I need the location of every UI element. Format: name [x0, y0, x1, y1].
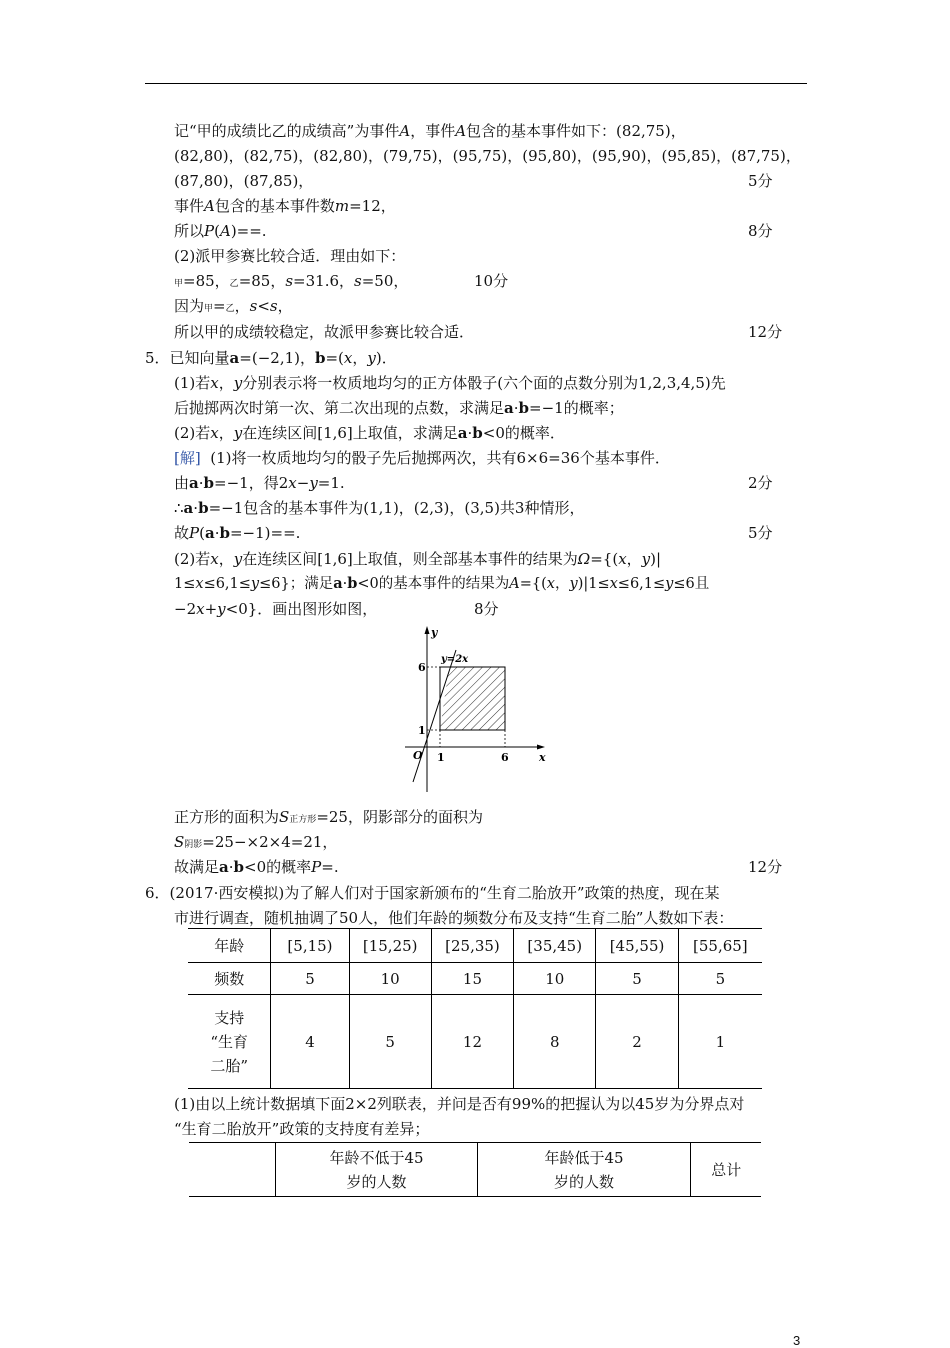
- text: (: [199, 524, 205, 542]
- header-rule: [145, 83, 807, 84]
- subscript: 乙: [229, 279, 239, 289]
- region-figure: [400, 622, 550, 797]
- vec-b: b: [233, 858, 245, 876]
- line-event-list: (82,80)，(82,75)，(82,80)，(79,75)，(95,75)，(95,80)，(95,90)，(95,85)，(87,75)，: [174, 147, 801, 165]
- text: (: [214, 222, 220, 240]
- var-S: S: [279, 808, 290, 826]
- text: <0的概率．: [482, 424, 565, 442]
- subscript: 正方形: [289, 815, 317, 825]
- shaded-region: [440, 667, 505, 730]
- var-x: x: [343, 349, 353, 367]
- var-y: y: [665, 576, 674, 592]
- line-event-definition: [174, 121, 686, 141]
- score-10: 10分: [474, 272, 509, 290]
- text: (2)若: [174, 550, 211, 568]
- text: 包含的基本事件如下：(82,75)，: [466, 122, 686, 140]
- table-cell: [25,35): [431, 929, 513, 963]
- text: ∴: [174, 499, 184, 517]
- dot: ·: [342, 576, 348, 592]
- line-event-list-end: (87,80)，(87,85)，: [174, 172, 314, 190]
- text: (1)将一枚质地均匀的骰子先后抛掷两次，共有6×6=36个基本事件．: [210, 449, 670, 467]
- text: =−1的概率；: [529, 399, 624, 417]
- line-conclusion: 所以甲的成绩较稳定，故派甲参赛比较合适．: [174, 323, 475, 341]
- tick-y1: 1: [418, 724, 426, 737]
- var-y: y: [250, 576, 260, 592]
- text: )==.: [230, 222, 267, 240]
- table-cell: [35,45): [514, 929, 596, 963]
- score-5: 5分: [748, 172, 773, 190]
- table-row-support: [188, 995, 762, 1089]
- text: ，: [218, 374, 234, 392]
- subscript: 阴影: [184, 840, 203, 850]
- var-m: m: [334, 197, 350, 215]
- text: =12，: [349, 197, 396, 215]
- solution-line1: [174, 448, 670, 468]
- var-y: y: [233, 374, 243, 392]
- dot: ·: [467, 424, 473, 442]
- text: 年龄不低于45: [329, 1148, 424, 1167]
- question-5-part1-line1: [174, 373, 726, 393]
- text: =1.: [317, 474, 345, 492]
- text: =(: [325, 349, 344, 367]
- table-row-header: [188, 929, 762, 963]
- text: ，: [352, 349, 368, 367]
- text: 包含的基本事件数: [214, 197, 335, 215]
- text: 因为: [174, 297, 205, 315]
- dot: ·: [214, 524, 220, 542]
- area-line1: [174, 807, 483, 830]
- text: +: [204, 600, 218, 618]
- text: =: [213, 297, 226, 315]
- x-axis-arrow: [537, 745, 545, 750]
- tick-y6: 6: [418, 661, 426, 674]
- line-event-count: [174, 196, 396, 216]
- table-cell: 总计: [691, 1143, 761, 1197]
- text: ，: [218, 424, 234, 442]
- text: =−1，得2: [214, 474, 289, 492]
- text: ≤6,1≤: [617, 576, 666, 592]
- text: =.: [321, 858, 339, 876]
- solution-line2: [174, 473, 345, 493]
- vec-b: b: [203, 474, 215, 492]
- subscript: 甲: [174, 279, 184, 289]
- text: ，: [234, 297, 250, 315]
- tick-x1: 1: [437, 751, 445, 764]
- text: <0的基本事件的结果为: [357, 576, 510, 592]
- table-cell: [477, 1143, 691, 1197]
- vec-a: a: [183, 499, 194, 517]
- var-omega: Ω: [577, 550, 591, 568]
- text: −2: [174, 600, 197, 618]
- table-cell: 12: [431, 995, 513, 1089]
- text: “生育: [210, 1032, 249, 1051]
- var-P: P: [204, 222, 215, 240]
- table-cell: 5: [271, 963, 349, 995]
- text: <0}．画出图形如图，: [225, 600, 378, 618]
- solution-tag: [解]: [174, 449, 201, 467]
- y-axis-arrow: [425, 626, 430, 634]
- text: =25，阴影部分的面积为: [316, 808, 483, 826]
- table-cell: [15,25): [349, 929, 431, 963]
- table-row-frequency: [188, 963, 762, 995]
- var-x: x: [195, 576, 204, 592]
- question-5-part2: [174, 423, 565, 443]
- text: ={(: [519, 576, 547, 592]
- var-y: y: [217, 600, 226, 618]
- text: 由: [174, 474, 190, 492]
- line-part2-heading: (2)派甲参赛比较合适．理由如下：: [174, 247, 406, 265]
- text: 1≤: [174, 576, 196, 592]
- var-A: A: [204, 197, 215, 215]
- text: (1)若: [174, 374, 211, 392]
- subscript: 甲: [204, 304, 214, 314]
- text: ≤6且: [673, 576, 710, 592]
- line-probability: [174, 221, 267, 241]
- label-origin: O: [413, 749, 423, 762]
- question-6-line2: 市进行调查，随机抽调了50人，他们年龄的频数分布及支持“生育二胎”人数如下表：: [174, 909, 734, 927]
- solution-line6: [174, 574, 709, 594]
- tick-x6: 6: [501, 751, 509, 764]
- var-P: P: [311, 858, 322, 876]
- table-cell: 5: [349, 995, 431, 1089]
- text: 所以: [174, 222, 205, 240]
- text: ，: [554, 576, 570, 592]
- table-cell: 5: [596, 963, 678, 995]
- question-5: [145, 348, 397, 368]
- var-s: s: [354, 272, 362, 290]
- vec-a: a: [204, 524, 215, 542]
- table-cell: [55,65]: [678, 929, 762, 963]
- var-y: y: [569, 576, 578, 592]
- solution-line5: [174, 549, 661, 569]
- text: 在连续区间[1,6]上取值，则全部基本事件的结果为: [242, 550, 578, 568]
- vec-b: b: [198, 499, 209, 517]
- text: 岁的人数: [346, 1172, 407, 1191]
- text: =−1包含的基本事件为(1,1)，(2,3)，(3,5)共3种情形，: [208, 499, 585, 517]
- table-cell: [276, 1143, 477, 1197]
- text: 5．已知向量: [145, 349, 230, 367]
- text: )．: [375, 349, 397, 367]
- score-8b: 8分: [474, 600, 499, 618]
- table-row-header: [189, 1143, 761, 1197]
- text: <0的概率: [244, 858, 312, 876]
- var-S: S: [174, 833, 185, 851]
- label-x: x: [539, 751, 546, 764]
- question-5-part1-line2: [174, 398, 624, 418]
- text: 记“甲的成绩比乙的成绩高”为事件: [174, 122, 400, 140]
- var-s: s: [269, 297, 278, 315]
- text: 二胎”: [210, 1056, 249, 1075]
- text: 支持: [214, 1008, 245, 1027]
- var-x: x: [210, 550, 219, 568]
- solution-line4: [174, 523, 300, 543]
- table-cell-empty: [189, 1143, 276, 1197]
- text: ≤6,1≤: [203, 576, 251, 592]
- area-line3: [174, 857, 339, 877]
- area-line2: [174, 832, 337, 855]
- page-number: 3: [793, 1333, 801, 1348]
- var-x: x: [210, 424, 219, 442]
- vec-a: a: [457, 424, 468, 442]
- vec-b: b: [314, 349, 326, 367]
- text: 故满足: [174, 858, 220, 876]
- text: (2)若: [174, 424, 211, 442]
- var-x: x: [618, 550, 627, 568]
- line-because: [174, 296, 293, 319]
- text: =85，: [183, 272, 230, 290]
- var-A: A: [455, 122, 467, 140]
- table-cell: 年龄: [188, 929, 271, 963]
- text: =25−×2×4=21，: [202, 833, 338, 851]
- text: <: [257, 297, 270, 315]
- text: −: [296, 474, 310, 492]
- dot: ·: [513, 399, 519, 417]
- table-cell: 5: [678, 963, 762, 995]
- question-6-part1-line2: “生育二胎放开”政策的支持度有差异；: [174, 1120, 430, 1138]
- vec-b: b: [472, 424, 483, 442]
- var-y: y: [233, 550, 243, 568]
- text: ={(: [590, 550, 619, 568]
- vec-b: b: [219, 524, 230, 542]
- text: 正方形的面积为: [174, 808, 280, 826]
- text: ，: [277, 297, 293, 315]
- vec-a: a: [229, 349, 240, 367]
- dot: ·: [228, 858, 234, 876]
- table-cell: 1: [678, 995, 762, 1089]
- text: )|: [650, 550, 662, 568]
- vec-b: b: [518, 399, 530, 417]
- text: 在连续区间[1,6]上取值，求满足: [242, 424, 458, 442]
- solution-line7: [174, 599, 377, 619]
- frequency-table: [188, 928, 762, 1089]
- text: ≤6}；满足: [259, 576, 334, 592]
- table-cell: 频数: [188, 963, 271, 995]
- var-x: x: [210, 374, 219, 392]
- table-cell: 10: [349, 963, 431, 995]
- var-y: y: [309, 474, 318, 492]
- var-x: x: [546, 576, 555, 592]
- table-cell: [5,15): [271, 929, 349, 963]
- var-y: y: [641, 550, 651, 568]
- var-y: y: [233, 424, 243, 442]
- text: =−1)==.: [229, 524, 301, 542]
- var-x: x: [609, 576, 618, 592]
- text: ，事件: [410, 122, 456, 140]
- text: ，: [626, 550, 642, 568]
- text: 后抛掷两次时第一次、第二次出现的点数，求满足: [174, 399, 505, 417]
- vec-a: a: [219, 858, 229, 876]
- text: =85，: [238, 272, 286, 290]
- label-y: y: [431, 626, 438, 639]
- text: 岁的人数: [553, 1172, 614, 1191]
- vec-a: a: [333, 575, 343, 592]
- question-6-part1-line1: (1)由以上统计数据填下面2×2列联表，并问是否有99%的把握认为以45岁为分界点对: [174, 1095, 745, 1113]
- label-line: y=2x: [441, 654, 469, 665]
- var-A: A: [219, 222, 231, 240]
- question-6-line1: 6．(2017·西安模拟)为了解人们对于国家新颁布的“生育二胎放开”政策的热度，现在某: [145, 884, 720, 902]
- var-y: y: [367, 349, 376, 367]
- var-A: A: [399, 122, 411, 140]
- contingency-table: [189, 1142, 761, 1197]
- dot: ·: [198, 474, 204, 492]
- var-P: P: [189, 524, 200, 542]
- text: 分别表示将一枚质地均匀的正方体骰子(六个面的点数分别为1,2,3,4,5)先: [242, 374, 726, 392]
- table-cell-support-label: [188, 995, 271, 1089]
- text: =(−2,1)，: [239, 349, 315, 367]
- table-cell: 10: [514, 963, 596, 995]
- score-12: 12分: [748, 323, 783, 341]
- var-x: x: [196, 600, 205, 618]
- text: ，: [218, 550, 234, 568]
- subscript: 乙: [225, 304, 235, 314]
- vec-a: a: [189, 474, 199, 492]
- var-A: A: [509, 576, 520, 592]
- var-s: s: [249, 297, 258, 315]
- text: =31.6，: [293, 272, 355, 290]
- var-x: x: [288, 474, 297, 492]
- table-cell: 8: [514, 995, 596, 1089]
- dot: ·: [193, 499, 199, 517]
- vec-a: a: [504, 399, 514, 417]
- table-cell: 2: [596, 995, 678, 1089]
- solution-line3: [174, 498, 584, 518]
- text: 年龄低于45: [544, 1148, 624, 1167]
- line-stats: [174, 271, 408, 294]
- score-2: 2分: [748, 474, 773, 492]
- var-s: s: [285, 272, 294, 290]
- text: 事件: [174, 197, 205, 215]
- text: )|1≤: [577, 576, 610, 592]
- score-8: 8分: [748, 222, 773, 240]
- score-5b: 5分: [748, 524, 773, 542]
- vec-b: b: [347, 575, 358, 592]
- table-cell: 4: [271, 995, 349, 1089]
- score-12b: 12分: [748, 858, 783, 876]
- text: 故: [174, 524, 190, 542]
- table-cell: [45,55): [596, 929, 678, 963]
- table-cell: 15: [431, 963, 513, 995]
- text: =50，: [361, 272, 409, 290]
